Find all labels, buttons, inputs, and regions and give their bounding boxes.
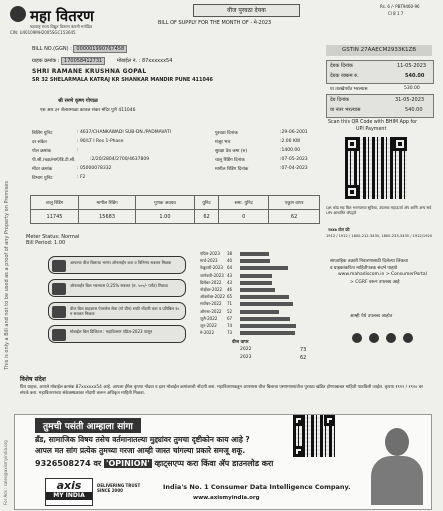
qr-finder-icon [293,415,304,426]
notice-text: ऑनलाईन बिल भरल्यास 0.25% सवलत (रु. ५००/- पर्यंत) मिळवा [70,283,168,288]
upi-qr-code-icon[interactable] [345,137,407,199]
ad-website[interactable]: www.axismyindia.org [193,495,260,501]
detail-label: मीटर क्रमांक [32,167,53,172]
person-head [385,428,409,456]
history-value: 43 [227,272,233,278]
consumer-name: SHRI RAMANE KRUSHNA GOPAL [32,68,147,75]
due2-label: देय दिनांक [330,97,350,103]
portal-text-1: साप्ताहिक तक्रारी निवारणासाठी दिलेल्या लिंकचा [330,259,408,264]
notice-text: वीज बिल ग्राहकास पेपरलेस सेवा (गो ग्रीन) साठी नोंदणी करा व प्रतिबिल १० रु सवलत मिळवा [70,306,180,316]
portal-url[interactable]: www.mahadiscom.in > ConsumerPortal [338,272,427,277]
history-bar [240,259,270,263]
qr-finder-icon [324,415,335,426]
detail-value: : F2 [77,175,86,180]
history-value: 67 [227,315,233,321]
history-bar [240,252,269,256]
mobile-value: 87xxxxxx54 [141,58,173,64]
cin-number: CIN: U40109MH2005SGC153645 [10,30,76,35]
history-value: 64 [227,265,233,271]
laptop-icon [52,260,66,272]
ad-trust [97,483,140,493]
history-value: 46 [227,287,233,292]
readings-cell: 62 [194,210,219,224]
ref-bottom: Cl 8 1 7 [388,11,404,16]
consumer-no-value: 170058412731 [61,57,105,65]
history-row [200,323,233,329]
qr-finder-icon [293,446,304,457]
after-value: 540.00 [405,107,423,113]
history-row [200,251,233,257]
due-box [326,60,434,84]
history-row [200,287,233,293]
leaf-icon [52,306,66,318]
meter-status: Meter Status: Normal [26,234,80,240]
history-month: जानेवारी-2023 [200,272,224,278]
axis-logo-top: axis [56,479,82,492]
due-date-value: 11-05-2023 [397,63,427,69]
due-date-label: देयक दिनांक [330,63,353,69]
ad-trust-1: DELIVERING TRUST [97,483,141,488]
history-bar [240,310,279,314]
readings-cell: 11745 [31,210,79,224]
history-year-2: 2023 [240,355,252,360]
detail-value: : [77,148,79,153]
history-month: नोव्हेंबर-2022 [200,287,223,292]
bill-no-label: BILL NO.(GGN) [32,46,69,52]
detail-value: :2/20/2804/2700/4637809 [90,157,150,162]
ad-line-3-mid: वर [93,459,102,468]
person-photo [365,420,427,505]
readings-header: युनिट [194,196,219,210]
ad-trust-2: SINCE 2000 [97,488,123,493]
notice-card [48,279,186,297]
history-value: 65 [227,294,233,300]
history-value: 71 [227,301,233,307]
consumer-name-marathi: श्री रमणे कृष्ण गोपाळ [58,98,98,104]
history-value: 40 [227,258,233,264]
history-bar [240,302,293,306]
early-pay-label: या तारखेपर्यंत भरल्यास [330,87,368,92]
notice-text: मोबाईल बिल डिजिटल : महावितरण एप्रिल-2023 पासून [70,329,153,334]
detail-label: पी.सी./चक्र/मार्ग/डि.टी.सी. [32,158,76,163]
history-value: 73 [227,330,233,336]
amount-label: देयक रक्कम रु. [330,73,359,79]
history-month: फेब्रुवारी-2023 [200,265,223,271]
logo-subtitle: महाराष्ट्र राज्य विद्युत वितरण कंपनी मर्यादित [30,24,93,29]
readings-table [30,195,320,224]
detail-value: :29-06-2001 [280,130,308,135]
history-row [200,308,233,315]
history-bar [240,295,289,299]
qr-caption-1: Scan this QR Code with BHIM App for [328,120,418,125]
notice-text: आपल्या वीज बिलाचा भरणा ऑनलाईन करा व विनिमय सवलत मिळवा [70,260,172,265]
twitter-icon[interactable] [369,333,379,343]
axis-logo-bottom: MY INDIA [46,492,92,500]
facebook-icon[interactable] [352,333,362,343]
history-value: 43 [227,279,233,285]
history-month: जुलै-2022 [200,315,218,321]
instagram-icon[interactable] [403,333,413,343]
detail-label: दर संकेत [32,140,47,145]
social-label: आम्ही येथे उपलब्ध आहोत [350,314,393,319]
mahavitaran-logo-icon [10,6,26,22]
consumer-address-marathi: एस आर ३२ शेलारमाळा कात्रज शंकर मंदिर पुणे 411046 [40,108,136,113]
bill-period: Bill Period: 1.00 [26,240,66,246]
early-pay-value: 530.00 [404,86,420,91]
qr-note: QR कोड सह बिल भरण्याच्या सुविधा, उपलब्ध महाऊर्जा अ‍ॅप आणि अन्य सर्व UPI आधारित अ‍ॅपद्वारे [326,205,432,215]
history-month: ऑक्टोबर-2022 [200,294,225,300]
notice-card [48,302,186,320]
bill-number-row: BILL NO.(GGN) : 000001990767458 [32,46,127,52]
detail-label: मंजूर भार [215,140,231,145]
detail-value: : 4637/CHANKAWADI SUB-DN./PADMAVATI [77,130,171,135]
history-total-1: 73 [300,347,307,353]
history-row [200,265,233,271]
logo-text: महा वितरण [30,7,94,25]
history-bar [240,317,290,321]
qr-finder-icon [345,185,359,199]
history-month: सप्टेंबर-2022 [200,301,222,307]
detail-value: :1400.00 [280,148,301,153]
ad-line-3 [35,458,273,469]
ad-heading: तुमची पसंती आम्हाला सांगा [35,418,141,433]
detail-label: चालू रिडिंग दिनांक [215,158,245,163]
history-row [200,301,233,307]
history-row [200,294,233,300]
history-bar [240,266,288,270]
detail-value: : 90/LT I Res 1-Phase [77,139,124,144]
history-value: 38 [227,251,233,256]
message-text: प्रिय ग्राहक, आपले मोबाईल क्रमांक 87xxxxxx54 आहे. आपला ईमेल कृपया नोंदवा व इतर मोबाईल क्रमांकाची नोंदणी करा. महावितरणकडून आपणास वीज बिलाचा एसएमएस/वीज पुरवठा खंडित होण्याबाबत माहिती पाठविली जाईल. कृपया १९१२ / १९२० वर संपर्क करा. महावितरणच्या संकेतस्थळावर नोंदणी करून अधिकृत माहिती मिळवा. [20,385,423,396]
after-label: या नंतर भरल्यास [330,107,361,113]
ad-tagline: India's No. 1 Consumer Data Intelligence Company. [163,483,351,491]
qr-finder-icon [393,137,407,151]
portal-text-2: व ग्राहकांकरिता माहितीपत्रक संदर्भ पाहावे [330,266,398,271]
history-row [200,258,233,264]
mobile-label: मोबाईल नं. [116,58,138,64]
history-month: मे-2022 [200,330,215,336]
readings-header: एकूण वापर [269,196,320,210]
readings-header: चालू रिडिंग [31,196,79,210]
readings-cell: 15683 [79,210,136,224]
detail-label: बिलिंग युनिट [32,131,53,136]
history-row [200,272,233,279]
readings-cell: 62 [269,210,320,224]
history-row [200,279,233,286]
ad-phone[interactable]: 9326508274 [35,459,91,468]
history-month: एप्रिल-2023 [200,251,220,256]
consumer-address: SR 32 SHELARMALA KATRAJ KR SHANKAR MANDIR PUNE 411046 [32,77,213,83]
detail-value: :07-04-2023 [280,166,308,171]
history-bar [240,288,275,292]
helpline-label: २४x७ टोल फ्री [328,227,350,232]
readings-header: समा. युनिट [219,196,269,210]
qr-finder-icon [345,137,359,151]
person-body [371,456,423,505]
axis-my-india-ad [14,414,432,510]
history-value: 52 [227,308,233,314]
history-bar [240,281,272,285]
bill-title-box: वीज पुरवठा देयक [193,4,300,17]
gstin: GSTIN 27AAECM2933K1ZB [326,45,432,56]
history-row [200,315,233,322]
amount-value: 540.00 [405,73,425,79]
bill-month: BILL OF SUPPLY FOR THE MONTH OF - मे-2023 [158,20,272,26]
history-month: मार्च-2023 [200,258,218,264]
side-disclaimer: This is only a Bill and not to be used as a proof of any Property on Premises [4,181,10,370]
axis-logo [45,478,93,506]
readings-header: गुणक अवयव [136,196,195,210]
ad-line-1: ब्रँड, सामाजिक विषय तसेच वर्तमानातल्या मुद्द्यांवर तुमचा दृष्टीकोन काय आहे ? [35,435,250,444]
history-bar [240,331,295,335]
history-total-2: 62 [300,355,307,361]
rupee-icon [52,283,66,295]
ad-line-2: आपल मत सांग प्रत्येक तुमच्या गरजा आम्ही जास्त चांगल्या प्रकारे समजू शकू. [35,446,246,455]
history-month: जून-2022 [200,323,217,328]
detail-label: सुरक्षा ठेव जमा (रु) [215,149,248,154]
due2-box [326,94,434,118]
notice-card [48,325,186,343]
detail-label: मागील रिडिंग दिनांक [215,167,249,172]
ad-side-text: For Ads : sales@axismyindia.org [3,440,8,505]
helpline: 1912 / 1912 / 1800-212-3435, 1800-233-3435 / 1912/1920 [326,234,433,238]
history-row [200,330,233,336]
detail-value: :07-05-2023 [280,157,308,162]
detail-label: विभाग युनिट [32,176,53,181]
history-bar [240,274,272,278]
ad-line-3-end: व्हाट्सएप्प करा किंवा ॲप डाउनलोड करा [154,459,274,468]
notice-card [48,256,186,274]
due2-value: 31-05-2023 [395,97,425,103]
ad-opinion-keyword: 'OPINION' [106,459,150,468]
detail-value: : 05000078332 [77,166,112,171]
bill-no-value: 000001990767458 [73,45,127,53]
message-title: विशेष संदेश [20,376,46,383]
history-bar [240,324,296,328]
consumer-number-row: ग्राहक क्रमांक : 170058412731 मोबाईल नं. : 87xxxxxx54 [32,58,173,64]
readings-header: मागील रिडिंग [79,196,136,210]
history-month: डिसेंबर-2022 [200,279,222,285]
detail-value: :2.00 KW [280,139,301,144]
detail-label: पोल क्रमांक [32,149,51,154]
history-value: 74 [227,323,233,328]
history-year-1: 2022 [240,347,252,352]
social-icons [352,328,413,347]
consumer-no-label: ग्राहक क्रमांक [32,58,57,64]
history-total-label: वीज वापर [232,340,249,345]
readings-cell: 0 [219,210,269,224]
ref-top: Rs. 6 /- PBT9460-96 [380,4,420,9]
youtube-icon[interactable] [386,333,396,343]
detail-label: पुरवठा दिनांक [215,131,238,136]
history-month: ऑगस्ट-2022 [200,308,222,314]
ad-qr-code-icon[interactable] [293,415,335,457]
qr-caption-2: UPI Payment [356,127,387,132]
readings-cell: 1.00 [136,210,195,224]
phone-icon [52,329,66,341]
portal-cgrf: > CGRF वरून उपलब्ध आहे [350,280,400,285]
